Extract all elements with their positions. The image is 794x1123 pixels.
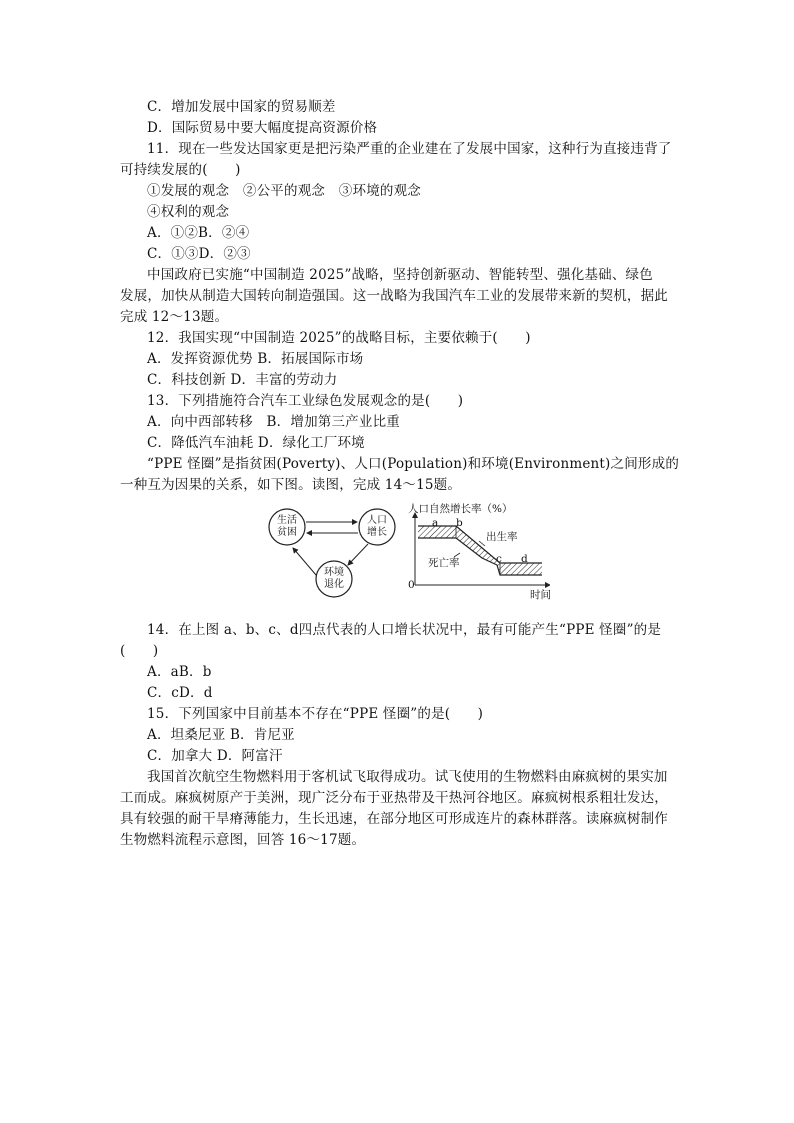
- ppe-figure-graphics: [260, 503, 550, 608]
- point-b-label: b: [456, 517, 463, 529]
- q14-options-ab: A．aB．b: [147, 664, 212, 680]
- chart-origin-label: 0: [408, 579, 415, 591]
- question-13: 13．下列措施符合汽车工业绿色发展观念的是( ): [147, 393, 464, 409]
- q12-options-cd: C．科技创新 D．丰富的劳动力: [147, 372, 338, 388]
- birth-rate-label: 出生率: [486, 531, 518, 543]
- passage-ppe-cont: 一种互为因果的关系，如下图。读图，完成 14～15题。: [120, 477, 462, 493]
- passage-2025-cont2: 完成 12～13题。: [120, 309, 229, 325]
- passage-2025: 中国政府已实施“中国制造 2025”战略，坚持创新驱动、智能转型、强化基础、绿色: [147, 267, 653, 283]
- q15-options-cd: C．加拿大 D．阿富汗: [147, 748, 283, 764]
- node-population-label-1: 人口: [367, 515, 387, 526]
- node-environment-label-1: 环境: [324, 567, 344, 578]
- point-a-label: a: [432, 517, 439, 529]
- option-c-q10: C．增加发展中国家的贸易顺差: [147, 99, 336, 115]
- passage-biofuel-cont3: 生物燃料流程示意图，回答 16～17题。: [120, 832, 366, 848]
- node-poverty-label-1: 生活: [277, 515, 297, 526]
- q11-options-cd: C．①③D．②③: [147, 246, 251, 262]
- node-population-label-2: 增长: [367, 527, 387, 538]
- chart-y-label: 人口自然增长率（%）: [408, 503, 513, 515]
- arrow-population-to-environment: [348, 544, 368, 565]
- ppe-figure: [260, 503, 550, 608]
- passage-2025-cont1: 发展，加快从制造大国转向制造强国。这一战略为我国汽车工业的发展带来新的契机，据此: [120, 288, 668, 304]
- q12-options-ab: A．发挥资源优势 B．拓展国际市场: [147, 351, 364, 367]
- q11-statement-4: ④权利的观念: [147, 204, 230, 220]
- passage-biofuel: 我国首次航空生物燃料用于客机试飞取得成功。试飞使用的生物燃料由麻疯树的果实加: [147, 769, 668, 785]
- chart-x-label: 时间: [530, 589, 551, 601]
- node-poverty-label-2: 贫困: [277, 527, 297, 538]
- passage-biofuel-cont2: 具有较强的耐干旱瘠薄能力，生长迅速，在部分地区可形成连片的森林群落。读麻疯树制作: [120, 811, 668, 827]
- q13-options-cd: C．降低汽车油耗 D．绿化工厂环境: [147, 435, 365, 451]
- passage-ppe: “PPE 怪圈”是指贫困(Poverty)、人口(Population)和环境(Environment)之间形成的: [147, 456, 680, 472]
- q11-options-ab: A．①②B．②④: [147, 225, 250, 241]
- q14-options-cd: C．cD．d: [147, 685, 213, 701]
- node-environment-label-2: 退化: [324, 579, 344, 590]
- question-15: 15．下列国家中目前基本不存在“PPE 怪圈”的是( ): [147, 706, 484, 722]
- birth-rate-pointer: [479, 541, 485, 546]
- q15-options-ab: A．坦桑尼亚 B．肯尼亚: [147, 727, 295, 743]
- passage-biofuel-cont1: 工而成。麻疯树原产于美洲，现广泛分布于亚热带及干热河谷地区。麻疯树根系粗壮发达，: [120, 790, 668, 806]
- option-d-q10: D．国际贸易中要大幅度提高资源价格: [147, 120, 378, 136]
- point-c-label: c: [496, 553, 502, 565]
- death-rate-label: 死亡率: [428, 557, 460, 569]
- question-12: 12．我国实现“中国制造 2025”的战略目标，主要依赖于( ): [147, 330, 531, 346]
- question-14: 14．在上图 a、b、c、d四点代表的人口增长状况中，最有可能产生“PPE 怪圈”的是: [147, 622, 662, 638]
- q11-statements: ①发展的观念 ②公平的观念 ③环境的观念: [147, 183, 421, 199]
- question-14-cont: ( ): [120, 643, 159, 659]
- point-d-label: d: [521, 553, 528, 565]
- q13-options-ab: A．向中西部转移 B．增加第三产业比重: [147, 414, 400, 430]
- question-11-cont: 可持续发展的( ): [120, 162, 241, 178]
- question-11: 11．现在一些发达国家更是把污染严重的企业建在了发展中国家，这种行为直接违背了: [147, 141, 672, 157]
- arrow-environment-to-poverty: [293, 548, 316, 575]
